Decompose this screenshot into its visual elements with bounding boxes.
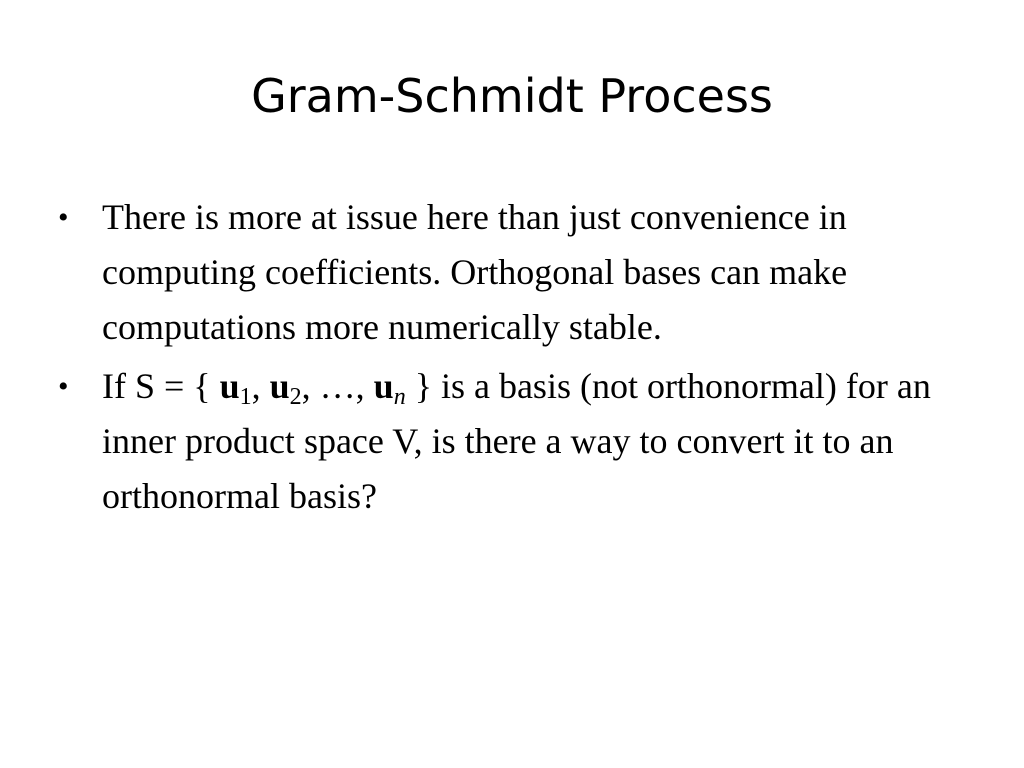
vector-un: u [373,366,394,406]
vector-u1: u [219,366,240,406]
bullet-text-2 [102,366,931,516]
vector-u2: u [269,366,290,406]
bullet2-suffix: } is a basis (not orthonormal) for an inner product space V, is there a way to convert it to an orthonormal basis? [102,366,931,516]
slide-title: Gram-Schmidt Process [251,69,773,123]
bullet2-prefix: If S = { [102,366,220,406]
subscript-1: 1 [239,384,252,410]
bullet-item-1 [58,190,938,355]
subscript-2: 2 [289,384,302,410]
bullet-dot-icon: • [58,370,69,403]
bullet-text-1: There is more at issue here than just convenience in computing coefficients. Orthogonal bases can make computations more numerically stable. [102,197,848,347]
separator-2: , …, [301,366,374,406]
bullet-dot-icon: • [58,201,69,234]
bullet-list [58,190,938,528]
bullet-item-2 [58,359,938,524]
subscript-n: n [393,384,406,410]
separator-1: , [251,366,270,406]
